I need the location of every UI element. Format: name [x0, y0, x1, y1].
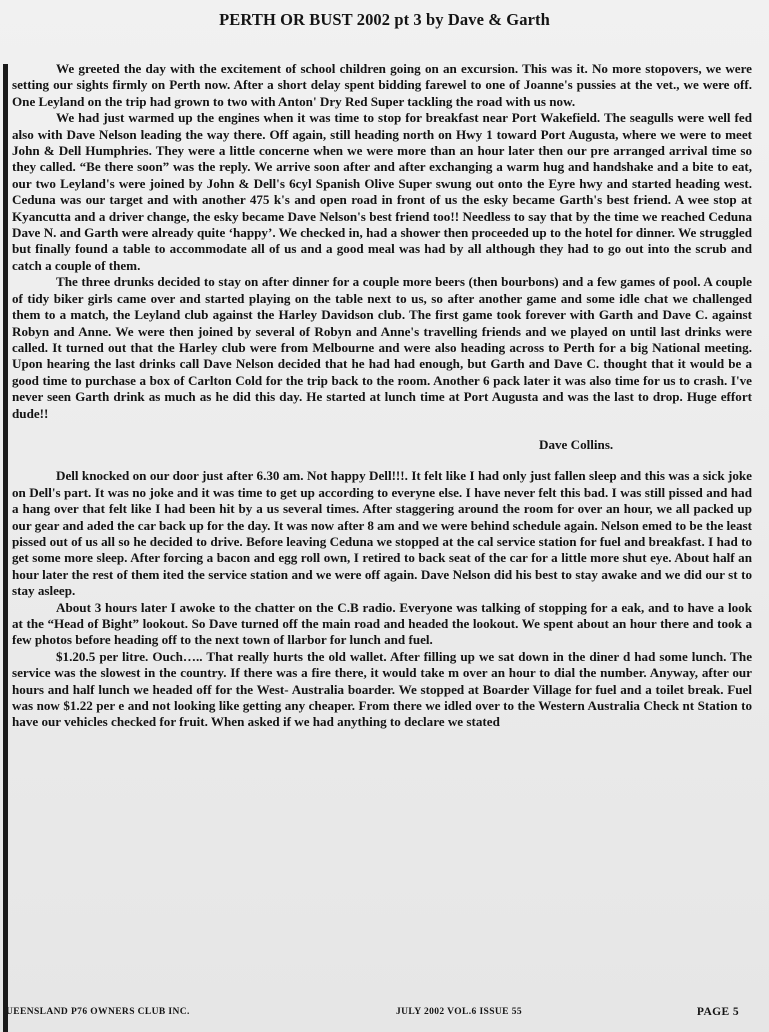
paragraph: $1.20.5 per litre. Ouch….. That really hurts the old wallet. After filling up we sat down in the diner d had some lunch. The service was the slowest in the country. If there was a fire there, it would take m over an hour to dial the number. Anyway, after our hours and half lunch we headed off for the West- Australia boarder. We stopped at Boarder Village for fuel and a toilet break. Fuel was now $1.22 per e and not looking like getting any cheaper. From there we idled over to the Western Australia Check nt Station to have our vehicles checked for fruit. When asked if we had anything to declare we stated: [12, 648, 752, 730]
section-dave-collins: [12, 61, 752, 453]
article-title: PERTH OR BUST 2002 pt 3 by Dave & Garth: [219, 10, 550, 29]
author-signature: Dave Collins.: [539, 436, 614, 452]
footer-club-name: UEENSLAND P76 OWNERS CLUB INC.: [6, 1007, 190, 1017]
paragraph: Dell knocked on our door just after 6.30 am. Not happy Dell!!!. It felt like I had only just fallen sleep and this was a sick joke on Dell's part. It was no joke and it was time to get up according to everyne else. I have never felt this bad. I was still pissed and had a hang over that felt like I had been hit by a us several times. After staggering around the room for over an hour, we all packed up our gear and aded the car back up for the day. It was now after 8 am and we were behind schedule again. Nelson emed to be the least pissed out of us all so he decided to drive. Before leaving Ceduna we stopped at the cal service station for fuel and breakfast. I had to get some more sleep. After forcing a bacon and egg roll own, I retired to back seat of the car for a little more shut eye. About half an hour later the rest of them ited the service station and we were off again. Dave Nelson did his best to stay awake and we did our st to stay asleep.: [12, 468, 752, 599]
footer-page-number: PAGE 5: [696, 1006, 739, 1018]
paragraph: We had just warmed up the engines when it was time to stop for breakfast near Port Wakefield. The seagulls were well fed also with Dave Nelson leading the way there. Off again, still heading north on Hwy 1 toward Port Augusta, where we were to meet John & Dell Humphries. They were a little concerne when we were more than an hour later then our pre arranged arrival time so they called. “Be there soon” was the reply. We arrive soon after and after exchanging a warm hug and handshake and a bite to eat, our two Leyland's were joined by John & Dell's 6cyl Spanish Olive Super swung out onto the Eyre hwy and started heading west. Ceduna was our target and with another 475 k's and open road in front of us the esky became Garth's best friend. A wee stop at Kyancutta and a driver change, the esky became Dave Nelson's best friend too!! Needless to say that by the time we reached Ceduna Dave N. and Garth were already quite ‘happy’. We checked in, had a shower then proceeded up to the hotel for dinner. We struggled but finally found a table to accommodate all of us and a good meal was had by all although they had to go out into the scrub and catch a couple of them.: [12, 110, 752, 273]
paragraph: About 3 hours later I awoke to the chatter on the C.B radio. Everyone was talking of stopping for a eak, and to have a look at the “Head of Bight” lookout. So Dave turned off the main road and headed the lookout. We spent about an hour there and took a few photos before heading off to the next town of llarbor for lunch and fuel.: [12, 599, 752, 648]
paragraph: We greeted the day with the excitement of school children going on an excursion. This was it. No more stopovers, we were setting our sights firmly on Perth now. After a short delay spent bidding farewel to one of Joanne's pussies at the vet., we were off. One Leyland on the trip had grown to two with Anton' Dry Red Super tackling the road with us now.: [12, 61, 752, 109]
article-body: [12, 61, 752, 731]
paragraph: The three drunks decided to stay on after dinner for a couple more beers (then bourbons) and a few games of pool. A couple of tidy biker girls came over and started playing on the table next to us, so after another game and some idle chat we challenged them to a match, the Leyland club against the Harley Davidson club. The first game took forever with Garth and Dave C. against Robyn and Anne. We were then joined by several of Robyn and Anne's travelling friends and we played on until last drinks were called. It turned out that the Harley club were from Melbourne and were also heading across to Perth for a big National meeting. Upon hearing the last drinks call Dave Nelson decided that he had had enough, but Garth and Dave C. thought that it would be a good time to purchase a box of Carlton Cold for the trip back to the room. Another 6 pack later it was also time for us to crash. I've never seen Garth drink as much as he did this day. He started at lunch time at Port Augusta and was the last to drop. Huge effort dude!!: [12, 274, 752, 421]
section-garth: [12, 468, 752, 731]
left-margin-rule: [3, 64, 8, 1032]
footer-issue: JULY 2002 VOL.6 ISSUE 55: [396, 1007, 522, 1017]
page-footer: [6, 1007, 759, 1021]
